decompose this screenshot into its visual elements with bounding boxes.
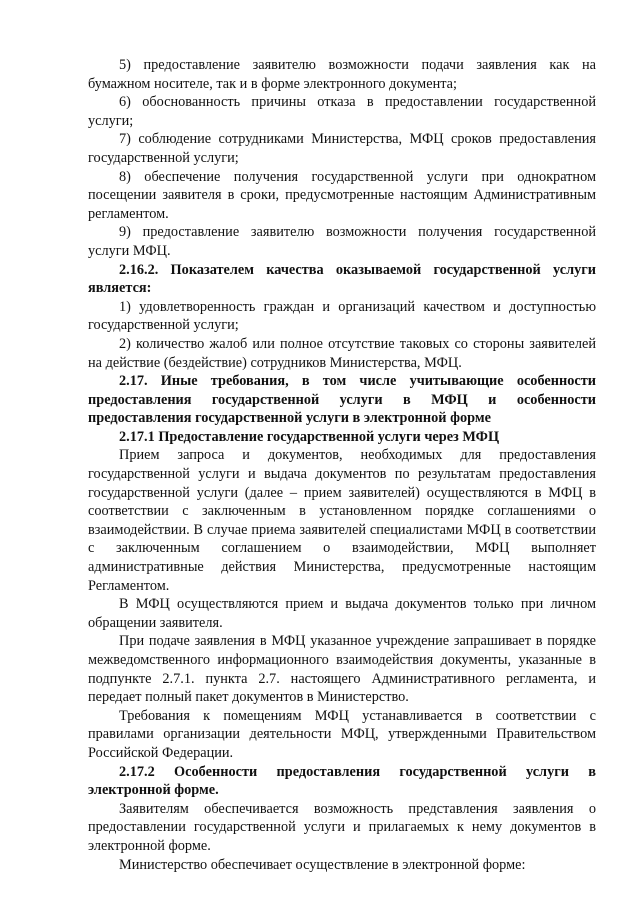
quality-item-1-paragraph: 1) удовлетворенность граждан и организаций качеством и доступностью государственной услуги; xyxy=(88,298,596,334)
quality-item-2-paragraph: 2) количество жалоб или полное отсутствие таковых со стороны заявителей на действие (бездействие) сотрудников Министерства, МФЦ. xyxy=(88,335,596,371)
mfc-personal-visit-paragraph: В МФЦ осуществляются прием и выдача документов только при личном обращении заявителя. xyxy=(88,596,596,631)
item-8-paragraph: 8) обеспечение получения государственной услуги при однократном посещении заявителя в сроки, предусмотренные настоящим Административным регламентом. xyxy=(88,168,596,222)
electronic-submission-paragraph: Заявителям обеспечивается возможность представления заявления о предоставлении государственной услуги и прилагаемых к нему документов в электронной форме. xyxy=(88,800,596,854)
item-9-paragraph: 9) предоставление заявителю возможности получения государственной услуги МФЦ. xyxy=(88,224,596,259)
section-heading-2-16-2: 2.16.2. Показателем качества оказываемой государственной услуги является: xyxy=(88,261,596,297)
mfc-intake-paragraph: Прием запроса и документов, необходимых для предоставления государственной услуги и выдача документов по результатам предоставления государственной услуги (далее – прием заявителей) осуществляются в МФЦ в соответствии с заключенным в установленном порядке соглашениями о взаимодействии. В случае приема заявителей специалистами МФЦ в соответствии с заключенным соглашением о взаимодействии, МФЦ выполняет административные действия Министерства, предусмотренные настоящим Регламентом. xyxy=(88,447,596,594)
mfc-premises-paragraph: Требования к помещениям МФЦ устанавливается в соответствии с правилами организации деятельности МФЦ, утвержденными Правительством Российской Федерации. xyxy=(88,707,596,761)
item-7-paragraph: 7) соблюдение сотрудниками Министерства, МФЦ сроков предоставления государственной услуги; xyxy=(88,131,596,166)
item-5-paragraph: 5) предоставление заявителю возможности подачи заявления как на бумажном носителе, так и в форме электронного документа; xyxy=(88,57,596,92)
section-heading-2-17: 2.17. Иные требования, в том числе учитывающие особенности предоставления государственной услуги в МФЦ и особенности предоставления государственной услуги в электронной форме xyxy=(88,373,596,427)
section-heading-2-17-2: 2.17.2 Особенности предоставления государственной услуги в электронной форме. xyxy=(88,763,596,799)
mfc-request-paragraph: При подаче заявления в МФЦ указанное учреждение запрашивает в порядке межведомственного информационного взаимодействия документы, указанные в подпункте 2.7.1. пункта 2.7. настоящего Административного регламента, и передает полный пакет документов в Министерство. xyxy=(88,633,596,706)
document-body xyxy=(88,56,596,874)
section-heading-2-17-1: 2.17.1 Предоставление государственной услуги через МФЦ xyxy=(119,428,500,445)
ministry-electronic-paragraph: Министерство обеспечивает осуществление в электронной форме: xyxy=(119,856,526,873)
item-6-paragraph: 6) обоснованность причины отказа в предоставлении государственной услуги; xyxy=(88,94,596,129)
